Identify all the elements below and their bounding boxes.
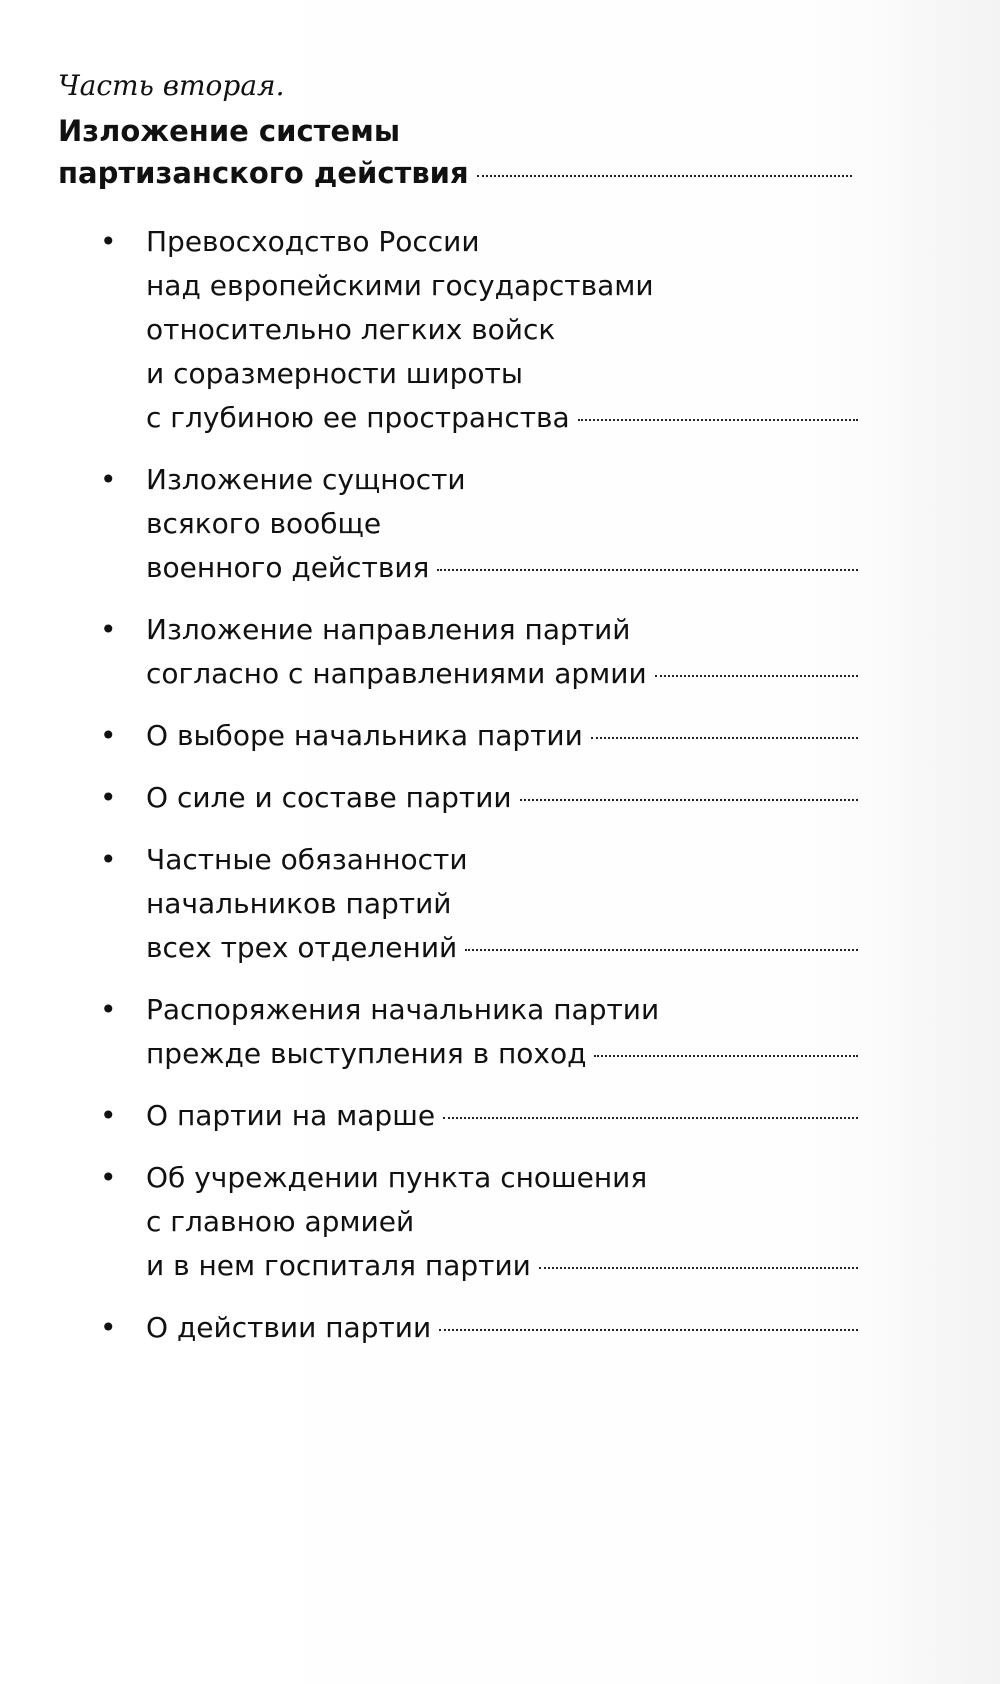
toc-entry-line: над европейскими государствами bbox=[146, 269, 654, 302]
bullet-icon: • bbox=[100, 463, 117, 496]
toc-entry-line: О партии на марше bbox=[146, 1099, 436, 1132]
toc-entry-line: О силе и составе партии bbox=[146, 781, 512, 814]
toc-entry-line: с глубиною ее пространства bbox=[146, 401, 570, 434]
section-title-line: Изложение системы bbox=[58, 114, 401, 148]
dot-leader bbox=[520, 799, 858, 801]
toc-entry-line: Об учреждении пункта сношения bbox=[146, 1161, 648, 1194]
toc-entry-line: Распоряжения начальника партии bbox=[146, 993, 660, 1026]
toc-entry-line: О действии партии bbox=[146, 1311, 432, 1344]
toc-entry-line: и соразмерности широты bbox=[146, 357, 523, 390]
scan-shadow bbox=[880, 0, 1000, 1684]
toc-entry-last-line bbox=[146, 776, 858, 820]
bullet-icon: • bbox=[100, 1311, 117, 1344]
bullet-icon: • bbox=[100, 719, 117, 752]
toc-entry-line: прежде выступления в поход bbox=[146, 1037, 587, 1070]
dot-leader bbox=[539, 1267, 858, 1269]
section-title-last-line bbox=[58, 152, 852, 194]
dot-leader bbox=[591, 737, 858, 739]
section-title bbox=[58, 110, 858, 194]
toc-entry-last-line bbox=[146, 1244, 858, 1288]
toc-entry-line: всякого вообще bbox=[146, 507, 382, 540]
toc-entry-last-line bbox=[146, 546, 858, 590]
toc-entry-line: военного действия bbox=[146, 551, 430, 584]
section-title-line: партизанского действия bbox=[58, 156, 469, 190]
toc-entry-last-line bbox=[146, 396, 858, 440]
toc-entry-line: всех трех отделений bbox=[146, 931, 458, 964]
toc-entry-last-line bbox=[146, 714, 858, 758]
toc-entry-last-line bbox=[146, 652, 858, 696]
toc-entry[interactable] bbox=[58, 988, 858, 1076]
toc-entry-line: Изложение сущности bbox=[146, 463, 466, 496]
toc-entry-line: с главною армией bbox=[146, 1205, 415, 1238]
toc-entry-line: Превосходство России bbox=[146, 225, 480, 258]
toc-entry-line: и в нем госпиталя партии bbox=[146, 1249, 531, 1282]
bullet-icon: • bbox=[100, 225, 117, 258]
toc-entry[interactable] bbox=[58, 776, 858, 820]
dot-leader bbox=[477, 175, 852, 177]
bullet-icon: • bbox=[100, 843, 117, 876]
dot-leader bbox=[439, 1329, 858, 1331]
bullet-icon: • bbox=[100, 1099, 117, 1132]
part-label: Часть вторая. bbox=[58, 69, 285, 102]
dot-leader bbox=[594, 1055, 858, 1057]
toc-entry[interactable] bbox=[58, 608, 858, 696]
toc-entry-line: Изложение направления партий bbox=[146, 613, 631, 646]
toc-entry-line: согласно с направлениями армии bbox=[146, 657, 647, 690]
toc-entries bbox=[58, 220, 858, 1350]
toc-entry-line: относительно легких войск bbox=[146, 313, 556, 346]
bullet-icon: • bbox=[100, 781, 117, 814]
toc-entry-last-line bbox=[146, 1094, 858, 1138]
bullet-icon: • bbox=[100, 1161, 117, 1194]
dot-leader bbox=[443, 1117, 858, 1119]
toc-entry-last-line bbox=[146, 926, 858, 970]
toc-entry-last-line bbox=[146, 1306, 858, 1350]
dot-leader bbox=[655, 675, 858, 677]
toc-entry[interactable] bbox=[58, 838, 858, 970]
toc-entry-line: Частные обязанности bbox=[146, 843, 468, 876]
toc-entry[interactable] bbox=[58, 220, 858, 440]
table-of-contents bbox=[58, 66, 858, 1368]
toc-entry-line: начальников партий bbox=[146, 887, 452, 920]
toc-entry[interactable] bbox=[58, 714, 858, 758]
toc-entry-last-line bbox=[146, 1032, 858, 1076]
toc-entry-line: О выборе начальника партии bbox=[146, 719, 583, 752]
toc-entry[interactable] bbox=[58, 458, 858, 590]
toc-entry[interactable] bbox=[58, 1094, 858, 1138]
dot-leader bbox=[465, 949, 858, 951]
toc-entry[interactable] bbox=[58, 1306, 858, 1350]
bullet-icon: • bbox=[100, 613, 117, 646]
bullet-icon: • bbox=[100, 993, 117, 1026]
dot-leader bbox=[578, 419, 858, 421]
dot-leader bbox=[437, 569, 858, 571]
toc-entry[interactable] bbox=[58, 1156, 858, 1288]
